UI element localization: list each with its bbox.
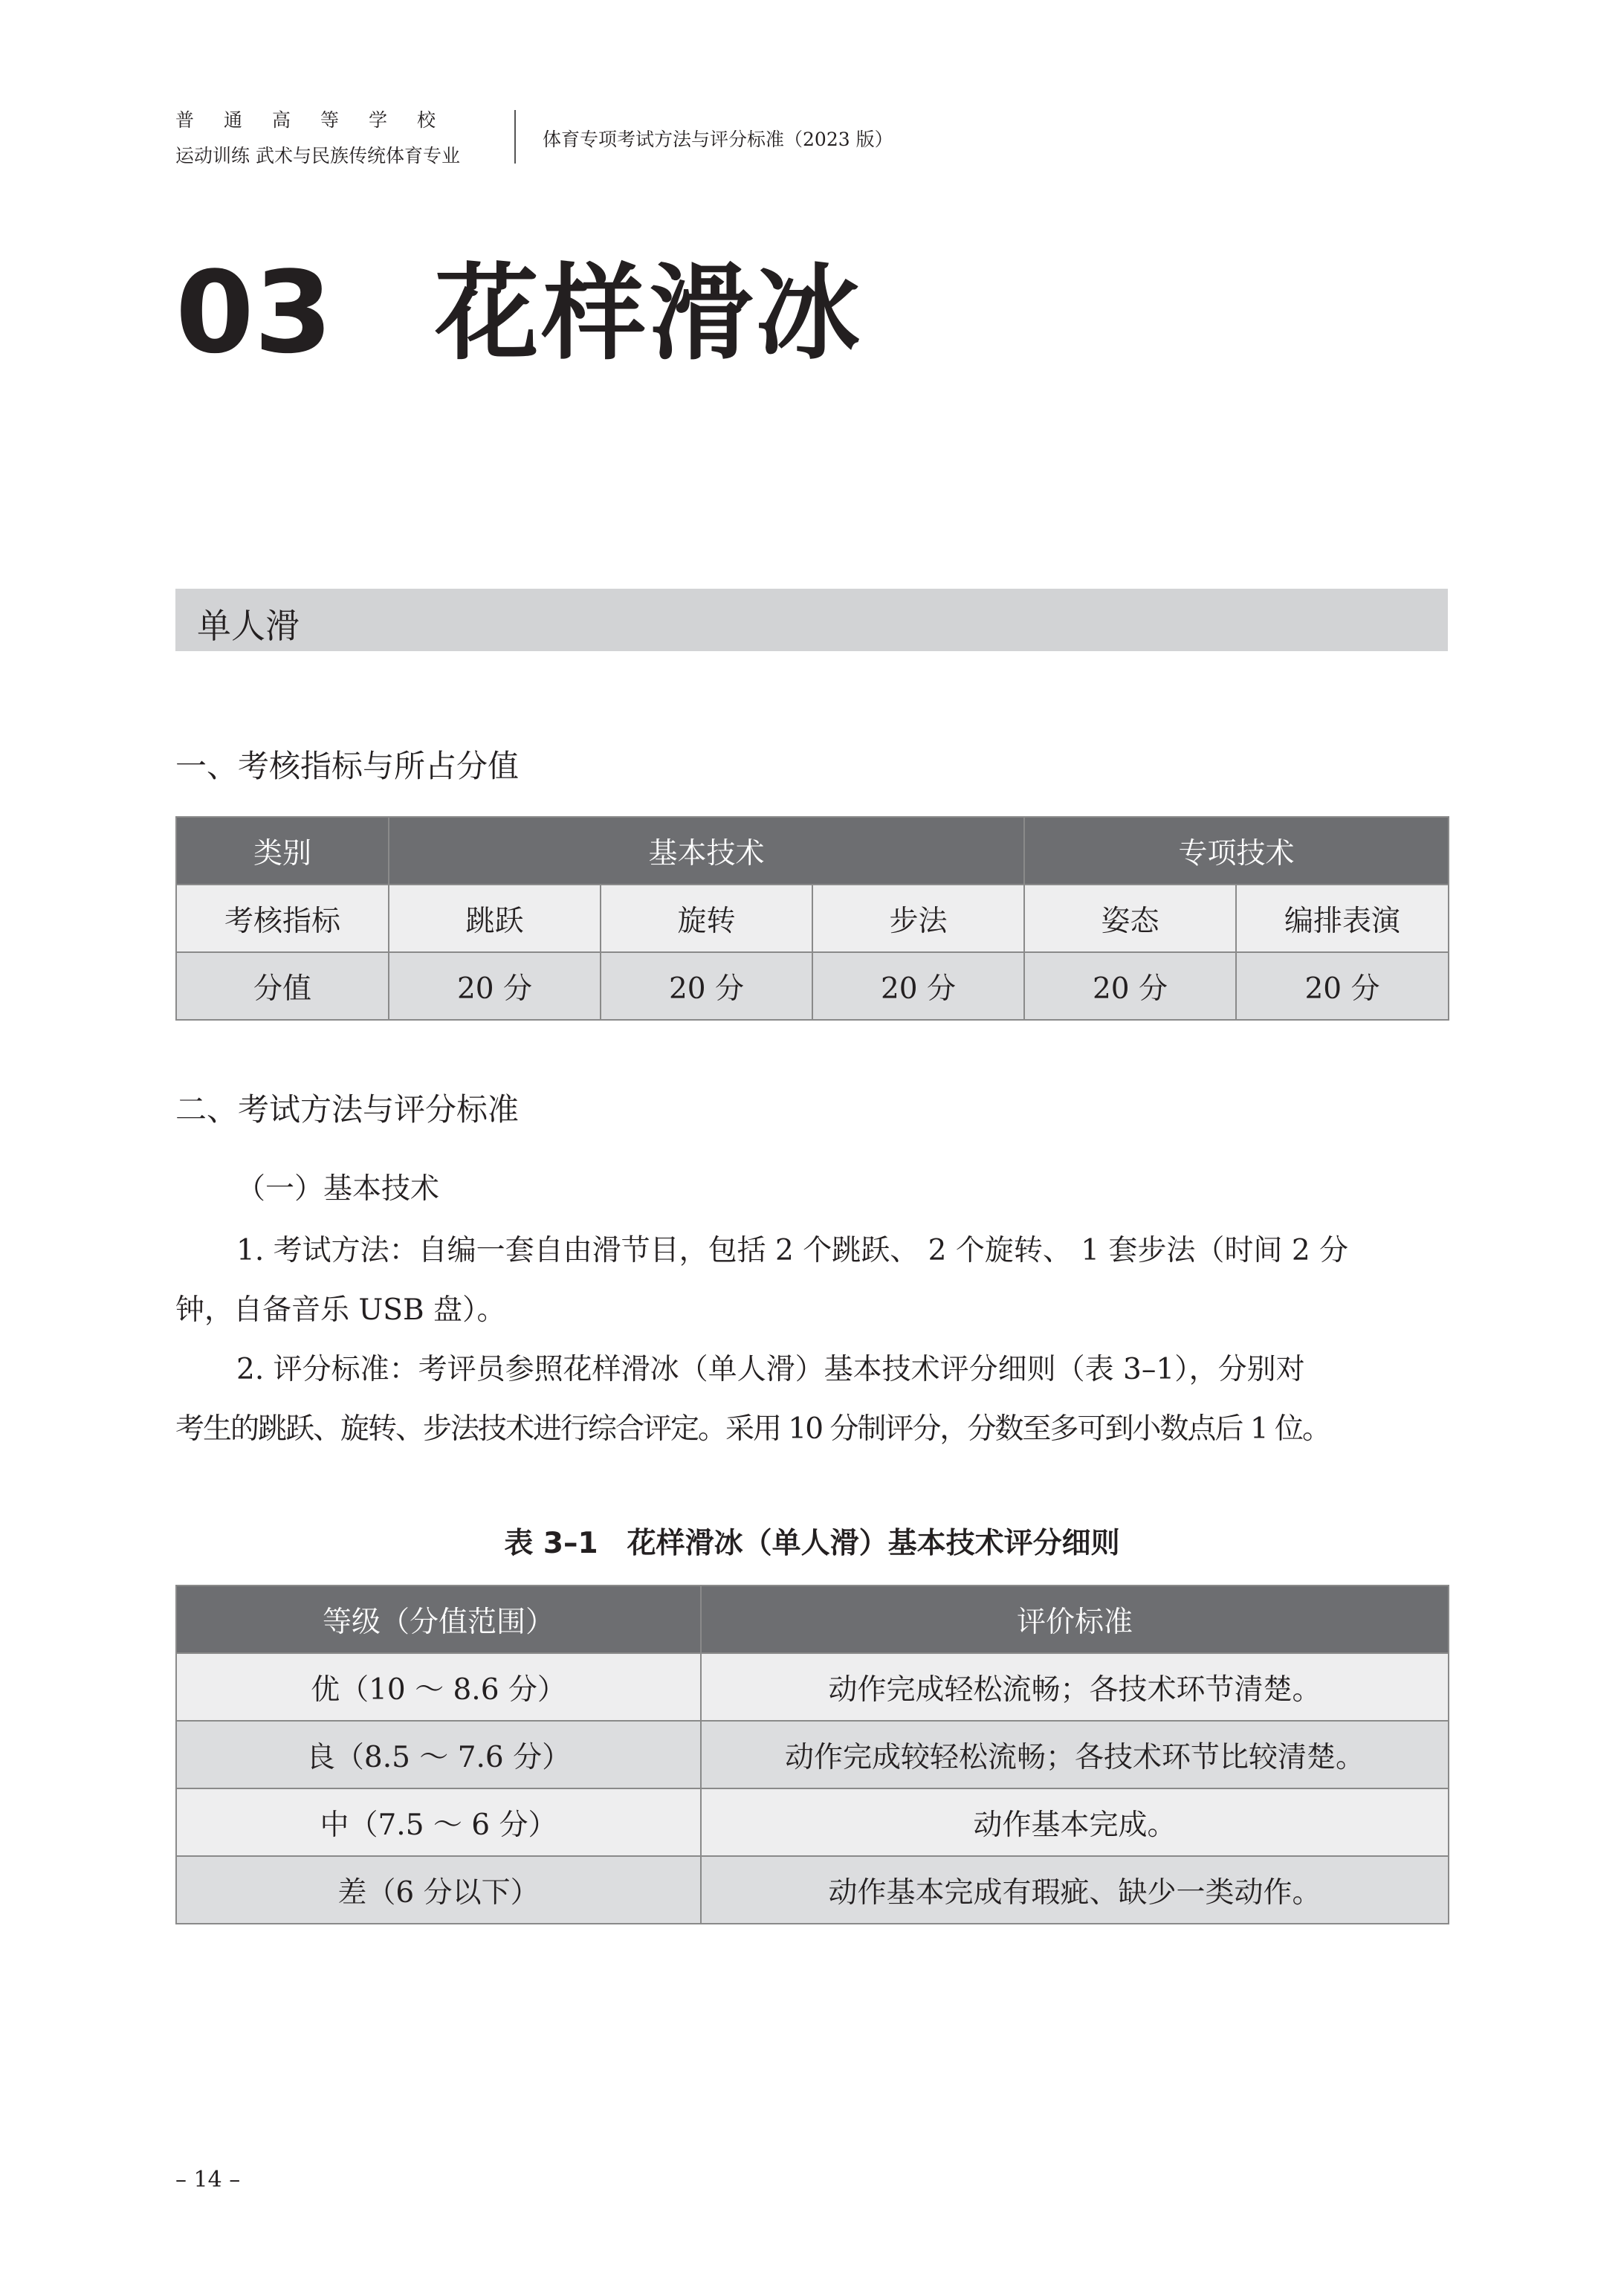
header-basic-tech: 基本技术 bbox=[389, 817, 1024, 885]
table-row bbox=[176, 1788, 1449, 1856]
table-header-row bbox=[176, 817, 1449, 885]
section-band-title: 单人滑 bbox=[197, 606, 300, 646]
table-row bbox=[176, 1856, 1449, 1924]
header-school: 普通高等学校 bbox=[175, 109, 466, 131]
table-cell: 旋转 bbox=[601, 885, 812, 952]
table-row bbox=[176, 1653, 1449, 1721]
standard-cell: 动作完成较轻松流畅；各技术环节比较清楚。 bbox=[701, 1721, 1449, 1788]
chapter-title: 花样滑冰 bbox=[435, 253, 864, 375]
header-book-title: 体育专项考试方法与评分标准（2023 版） bbox=[543, 129, 893, 150]
standard-cell: 动作基本完成有瑕疵、缺少一类动作。 bbox=[701, 1856, 1449, 1924]
table-row bbox=[176, 885, 1449, 952]
row-label: 考核指标 bbox=[176, 885, 389, 952]
grade-cell: 中（7.5 ～ 6 分） bbox=[176, 1788, 701, 1856]
table-row bbox=[176, 1721, 1449, 1788]
header-grade: 等级（分值范围） bbox=[176, 1586, 701, 1653]
header-standard: 评价标准 bbox=[701, 1586, 1449, 1653]
subheading-basic-tech: （一）基本技术 bbox=[236, 1172, 440, 1206]
heading-indicators: 一、考核指标与所占分值 bbox=[175, 748, 520, 784]
section-band bbox=[175, 589, 1448, 651]
header-major: 运动训练 武术与民族传统体育专业 bbox=[175, 145, 460, 167]
page-number: – 14 – bbox=[175, 2167, 241, 2193]
table-cell: 姿态 bbox=[1024, 885, 1236, 952]
standard-cell: 动作基本完成。 bbox=[701, 1788, 1449, 1856]
indicator-table bbox=[175, 816, 1449, 1021]
para-method-line2: 钟，自备音乐 USB 盘）。 bbox=[175, 1293, 506, 1327]
table-cell: 20 分 bbox=[812, 952, 1024, 1020]
grade-cell: 良（8.5 ～ 7.6 分） bbox=[176, 1721, 701, 1788]
table-cell: 20 分 bbox=[1024, 952, 1236, 1020]
table-row bbox=[176, 952, 1449, 1020]
table-cell: 20 分 bbox=[1236, 952, 1449, 1020]
header-category: 类别 bbox=[176, 817, 389, 885]
header-special-tech: 专项技术 bbox=[1024, 817, 1449, 885]
para-method-line1: 1. 考试方法：自编一套自由滑节目，包括 2 个跳跃、 2 个旋转、 1 套步法（时间 2 分 bbox=[236, 1234, 1349, 1267]
table-cell: 跳跃 bbox=[389, 885, 601, 952]
chapter-number: 03 bbox=[175, 247, 333, 378]
table-cell: 20 分 bbox=[601, 952, 812, 1020]
standard-cell: 动作完成轻松流畅；各技术环节清楚。 bbox=[701, 1653, 1449, 1721]
table-cell: 20 分 bbox=[389, 952, 601, 1020]
table-caption: 表 3–1 花样滑冰（单人滑）基本技术评分细则 bbox=[504, 1527, 1120, 1560]
header-divider bbox=[514, 110, 516, 164]
table-cell: 步法 bbox=[812, 885, 1024, 952]
para-standard-line1: 2. 评分标准：考评员参照花样滑冰（单人滑）基本技术评分细则（表 3–1），分别对 bbox=[236, 1353, 1305, 1386]
grade-cell: 差（6 分以下） bbox=[176, 1856, 701, 1924]
grade-cell: 优（10 ～ 8.6 分） bbox=[176, 1653, 701, 1721]
table-cell: 编排表演 bbox=[1236, 885, 1449, 952]
scoring-table bbox=[175, 1585, 1449, 1924]
heading-methods: 二、考试方法与评分标准 bbox=[175, 1091, 520, 1128]
para-standard-line2: 考生的跳跃、旋转、步法技术进行综合评定。采用 10 分制评分，分数至多可到小数点后 1 位。 bbox=[175, 1412, 1330, 1446]
table-header-row bbox=[176, 1586, 1449, 1653]
row-label: 分值 bbox=[176, 952, 389, 1020]
